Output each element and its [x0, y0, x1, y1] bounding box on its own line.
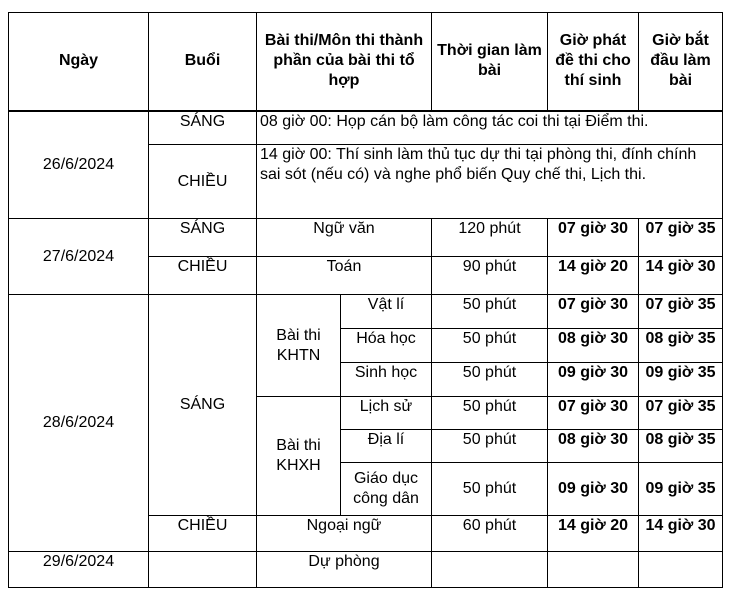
session-cell: CHIỀU: [149, 257, 257, 295]
header-gio-phat: Giờ phát đề thi cho thí sinh: [548, 13, 639, 111]
session-cell: SÁNG: [149, 295, 257, 516]
distribute-time-cell: 07 giờ 30: [548, 219, 639, 257]
distribute-time-cell: 07 giờ 30: [548, 397, 639, 430]
group-cell-khxh: Bài thi KHXH: [257, 397, 341, 516]
subject-cell: Hóa học: [341, 329, 432, 363]
header-gio-bat-dau: Giờ bắt đầu làm bài: [639, 13, 723, 111]
subject-cell: Lịch sử: [341, 397, 432, 430]
duration-cell: 50 phút: [432, 363, 548, 397]
distribute-time-cell: 08 giờ 30: [548, 329, 639, 363]
day-cell: 26/6/2024: [9, 111, 149, 219]
table-row: [9, 552, 723, 588]
subject-cell: Vật lí: [341, 295, 432, 329]
subject-cell: Ngữ văn: [257, 219, 432, 257]
distribute-time-cell: 08 giờ 30: [548, 430, 639, 463]
exam-schedule-table: [8, 12, 723, 588]
group-cell-khtn: Bài thi KHTN: [257, 295, 341, 397]
subject-cell: Dự phòng: [257, 552, 432, 588]
duration-cell: 50 phút: [432, 295, 548, 329]
duration-cell: 50 phút: [432, 463, 548, 516]
subject-cell: Địa lí: [341, 430, 432, 463]
distribute-time-cell: 09 giờ 30: [548, 363, 639, 397]
session-cell: SÁNG: [149, 111, 257, 145]
day-cell: 29/6/2024: [9, 552, 149, 588]
header-buoi: Buổi: [149, 13, 257, 111]
subject-cell: Ngoại ngữ: [257, 516, 432, 552]
table-row: [9, 111, 723, 145]
duration-cell-empty: [432, 552, 548, 588]
duration-cell: 50 phút: [432, 397, 548, 430]
session-cell: CHIỀU: [149, 516, 257, 552]
distribute-time-cell: 09 giờ 30: [548, 463, 639, 516]
duration-cell: 60 phút: [432, 516, 548, 552]
distribute-time-cell-empty: [548, 552, 639, 588]
header-thoi-gian: Thời gian làm bài: [432, 13, 548, 111]
distribute-time-cell: 14 giờ 20: [548, 516, 639, 552]
start-time-cell: 07 giờ 35: [639, 295, 723, 329]
header-ngay: Ngày: [9, 13, 149, 111]
start-time-cell-empty: [639, 552, 723, 588]
start-time-cell: 07 giờ 35: [639, 219, 723, 257]
subject-cell: Toán: [257, 257, 432, 295]
duration-cell: 120 phút: [432, 219, 548, 257]
subject-cell: Sinh học: [341, 363, 432, 397]
day-cell: 28/6/2024: [9, 295, 149, 552]
day-cell: 27/6/2024: [9, 219, 149, 295]
table-row: [9, 295, 723, 329]
header-bai-thi: Bài thi/Môn thi thành phần của bài thi tổ hợp: [257, 13, 432, 111]
session-cell: CHIỀU: [149, 145, 257, 219]
session-cell-empty: [149, 552, 257, 588]
note-cell: 14 giờ 00: Thí sinh làm thủ tục dự thi tại phòng thi, đính chính sai sót (nếu có) và nghe phổ biến Quy chế thi, Lịch thi.: [257, 145, 723, 219]
start-time-cell: 14 giờ 30: [639, 516, 723, 552]
start-time-cell: 08 giờ 35: [639, 430, 723, 463]
start-time-cell: 09 giờ 35: [639, 463, 723, 516]
start-time-cell: 08 giờ 35: [639, 329, 723, 363]
table-row: [9, 219, 723, 257]
duration-cell: 90 phút: [432, 257, 548, 295]
duration-cell: 50 phút: [432, 430, 548, 463]
subject-cell: Giáo dục công dân: [341, 463, 432, 516]
start-time-cell: 14 giờ 30: [639, 257, 723, 295]
note-cell: 08 giờ 00: Họp cán bộ làm công tác coi thi tại Điểm thi.: [257, 111, 723, 145]
duration-cell: 50 phút: [432, 329, 548, 363]
start-time-cell: 09 giờ 35: [639, 363, 723, 397]
distribute-time-cell: 07 giờ 30: [548, 295, 639, 329]
start-time-cell: 07 giờ 35: [639, 397, 723, 430]
session-cell: SÁNG: [149, 219, 257, 257]
distribute-time-cell: 14 giờ 20: [548, 257, 639, 295]
